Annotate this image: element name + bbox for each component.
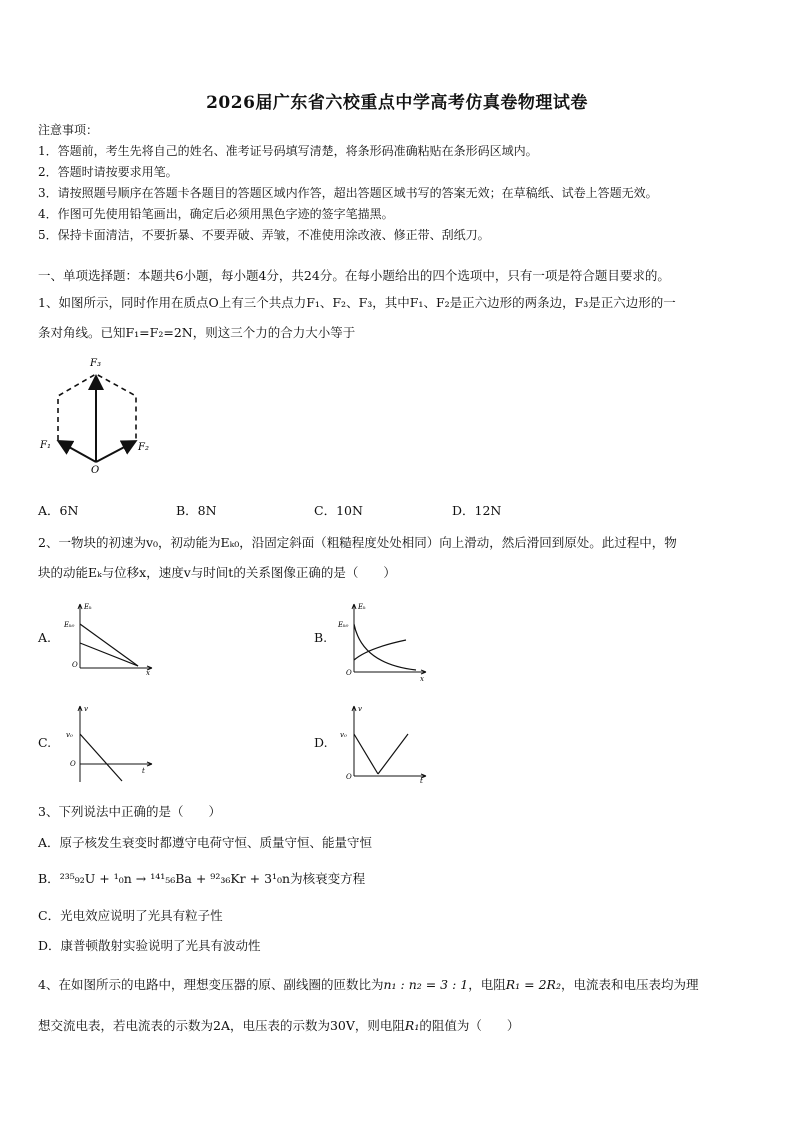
q2-option-a-label: A. [38,630,52,645]
notice-item: 5．保持卡面清洁，不要折暴、不要弄破、弄皱，不准使用涂改液、修正带、刮纸刀。 [38,228,490,242]
q2c-t-label: t [142,767,145,775]
q1-f3-label: F₃ [90,358,101,369]
q4-stem-line2 [38,1016,519,1034]
q2-option-d-label: D. [314,735,328,750]
q2d-o-label: O [346,773,352,781]
q3-option-b-prefix: B． [38,871,60,886]
q2d-v0-label: v₀ [340,731,347,739]
q2b-ek0-label: Eₖ₀ [338,621,349,629]
q2c-v0-label: v₀ [66,731,73,739]
q2b-o-label: O [346,669,352,677]
q1-option-b: B．8N [176,503,217,518]
q2-stem-line1: 2、一物块的初速为v₀，初动能为Eₖ₀，沿固定斜面（粗糙程度处处相同）向上滑动，然后滑回到原处。此过程中，物 [38,535,677,550]
q3-option-a: A．原子核发生衰变时都遵守电荷守恒、质量守恒、能量守恒 [38,835,373,850]
q2a-ek0-label: Eₖ₀ [64,621,75,629]
q2-stem-line2: 块的动能Eₖ与位移x，速度v与时间t的关系图像正确的是（ ） [38,565,396,580]
q3-option-d: D．康普顿散射实验说明了光具有波动性 [38,938,261,953]
q2a-x-label: x [146,669,150,677]
q2a-o-label: O [72,661,78,669]
q3-stem: 3、下列说法中正确的是（ ） [38,804,221,819]
q2c-v-label: v [84,705,88,713]
q4-r1-symbol: R₁ [404,1018,420,1033]
q4-resistance-relation: R₁ = 2R₂ [505,977,561,992]
q3-option-b [38,869,365,887]
q1-stem-line1: 1、如图所示，同时作用在质点O上有三个共点力F₁、F₂、F₃，其中F₁、F₂是正六边形的两条边，F₃是正六边形的一 [38,295,676,310]
q2d-t-label: t [420,777,423,784]
notice-item: 1．答题前，考生先将自己的姓名、准考证号码填写清楚，将条形码准确粘贴在条形码区域内。 [38,144,538,158]
notice-item: 3．请按照题号顺序在答题卡各题目的答题区域内作答，超出答题区域书写的答案无效；在草稿纸、试卷上答题无效。 [38,186,658,200]
q3-option-b-suffix: 为核衰变方程 [290,871,366,886]
q4-text: 的阻值为（ ） [419,1018,520,1033]
q4-text: ，电阻 [468,977,506,992]
q1-o-label: O [91,465,100,474]
q2d-v-label: v [358,705,362,713]
q2a-ek-label: Eₖ [84,603,92,611]
q1-option-a: A．6N [38,503,79,518]
q4-turns-ratio: n₁ : n₂ = 3 : 1 [383,977,469,992]
notice-item: 4．作图可先使用铅笔画出，确定后必须用黑色字迹的签字笔描黑。 [38,207,394,221]
q3-option-c: C．光电效应说明了光具有粒子性 [38,908,223,923]
q1-f1-label: F₁ [40,440,51,451]
q2b-ek-label: Eₖ [358,603,366,611]
q4-stem-line1 [38,975,698,993]
q1-f2-label: F₂ [138,442,149,453]
q1-option-d: D．12N [452,503,502,518]
q2-graph-d [332,702,432,784]
q1-hexagon-figure [38,352,158,474]
q2-graph-a [58,600,158,678]
q2-graph-c [58,702,158,784]
notice-item: 2．答题时请按要求用笔。 [38,165,178,179]
page-title: 2026届广东省六校重点中学高考仿真卷物理试卷 [206,93,588,113]
q2b-x-label: x [420,675,424,683]
q2-option-b-label: B. [314,630,328,645]
notice-heading: 注意事项： [38,123,99,137]
section-header: 一、单项选择题：本题共6小题，每小题4分，共24分。在每小题给出的四个选项中，只有一项是符合题目要求的。 [38,268,670,283]
q4-text: 4、在如图所示的电路中，理想变压器的原、副线圈的匝数比为 [38,977,384,992]
q3-nuclear-equation: ²³⁵₉₂U + ¹₀n → ¹⁴¹₅₆Ba + ⁹²₃₆Kr + 3¹₀n [59,871,291,886]
q1-stem-line2: 条对角线。已知F₁=F₂=2N，则这三个力的合力大小等于 [38,325,356,340]
q4-text: ，电流表和电压表均为理 [560,977,699,992]
q1-option-c: C．10N [314,503,363,518]
q2-option-c-label: C. [38,735,52,750]
q4-text: 想交流电表，若电流表的示数为2A，电压表的示数为30V，则电阻 [38,1018,405,1033]
q2c-o-label: O [70,760,76,768]
q2-graph-b [332,600,432,684]
